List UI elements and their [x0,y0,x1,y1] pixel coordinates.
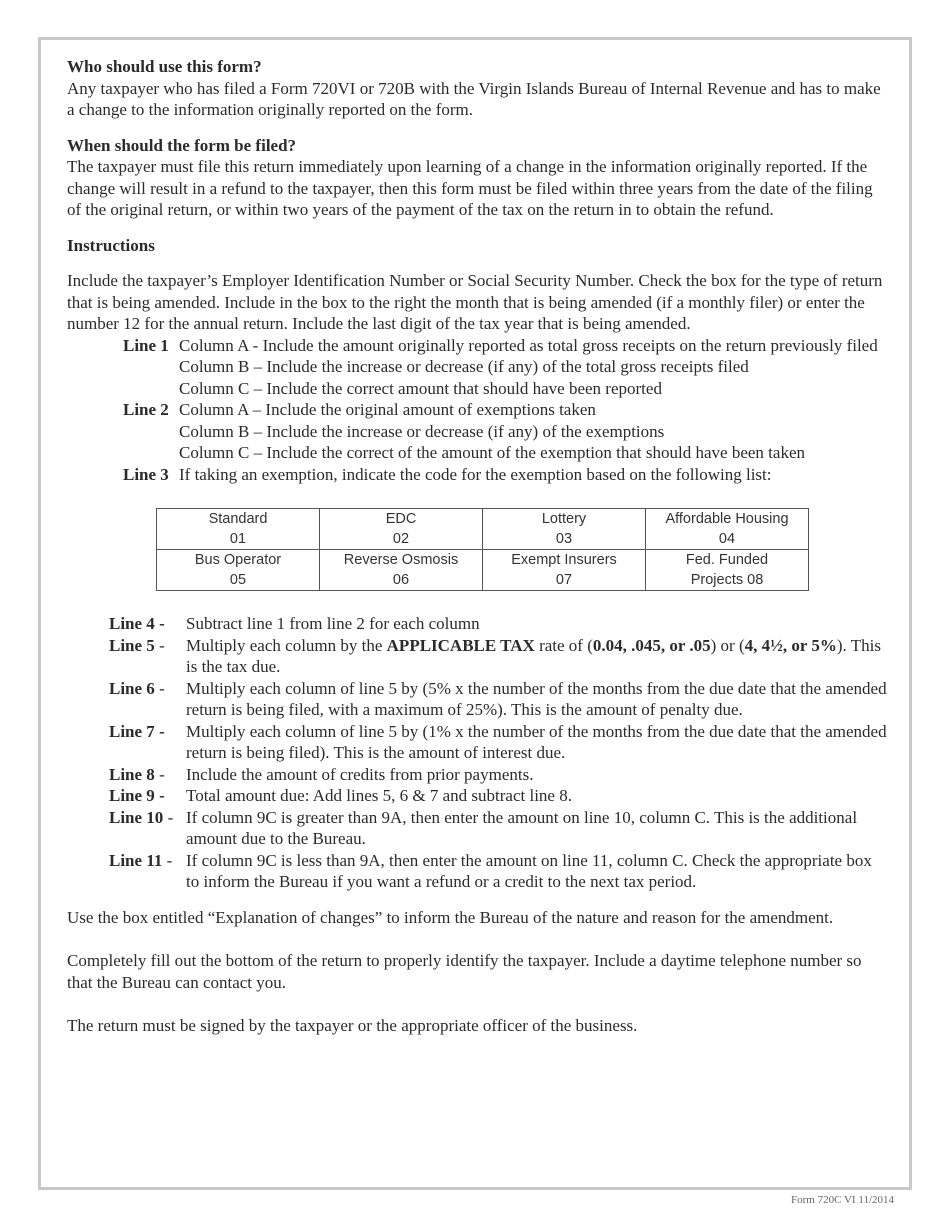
who-text: Any taxpayer who has filed a Form 720VI or 720B with the Virgin Islands Bureau of Internal Revenue and has to make a change to the information originally reported on the form. [67,78,881,119]
code-cell: Reverse Osmosis 06 [320,550,483,591]
line3-text: If taking an exemption, indicate the code for the exemption based on the following list: [179,464,772,484]
code-cell: Standard 01 [157,509,320,550]
line4-text: Subtract line 1 from line 2 for each column [186,614,480,633]
line2-label: Line 2 [123,400,169,419]
line1-label: Line 1 [123,335,169,355]
line8-row: Line 8 - Include the amount of credits from prior payments. [109,764,887,786]
line1-col-c: Column C – Include the correct amount that should have been reported [179,378,662,398]
when-text: The taxpayer must file this return immediately upon learning of a change in the information originally reported. If the change will result in a refund to the taxpayer, then this form must be filed within three years from the date of the filing of the original return, or within two years of the payment of the tax on the return in to obtain the refund. [67,157,873,219]
line2-instruction [67,399,887,421]
line9-text: Total amount due: Add lines 5, 6 & 7 and subtract line 8. [186,786,572,805]
instructions-intro: Include the taxpayer’s Employer Identification Number or Social Security Number. Check the box for the type of return that is being amended. Include in the box to the right the month that is being amended (if a monthly filer) or enter the number 12 for the annual return. Include the last digit of the tax year that is being amended. [67,271,883,333]
explanation-paragraph: Use the box entitled “Explanation of changes” to inform the Bureau of the nature and reason for the amendment. [67,907,834,927]
form-instructions [67,56,887,1037]
table-row [157,509,809,550]
line5-text: Multiply each column by the APPLICABLE TAX rate of (0.04, .045, or .05) or (4, 4½, or 5%). This is the tax due. [186,635,881,676]
line1-col-b: Column B – Include the increase or decrease (if any) of the total gross receipts filed [179,357,749,376]
line11-text: If column 9C is less than 9A, then enter the amount on line 11, column C. Check the appropriate box to inform the Bureau if you want a refund or a credit to the next tax period. [186,850,872,891]
code-cell: Exempt Insurers 07 [483,550,646,591]
line9-row: Line 9 - Total amount due: Add lines 5, 6 & 7 and subtract line 8. [109,785,887,807]
line5-row: Line 5 - Multiply each column by the APPLICABLE TAX rate of (0.04, .045, or .05) or (4, 4½, or 5%). This is the tax due. [109,635,887,678]
who-heading: Who should use this form? [67,57,262,76]
code-cell: Affordable Housing 04 [646,509,809,550]
table-row [157,550,809,591]
when-heading: When should the form be filed? [67,135,297,155]
code-cell: EDC 02 [320,509,483,550]
line10-row: Line 10 - If column 9C is greater than 9A, then enter the amount on line 10, column C. This is the additional amount due to the Bureau. [109,807,887,850]
line3-instruction [67,464,887,486]
line1-instruction [67,335,887,357]
signature-paragraph: The return must be signed by the taxpayer or the appropriate officer of the business. [67,1016,638,1035]
exemption-codes-table [156,508,809,591]
code-cell: Bus Operator 05 [157,550,320,591]
line6-text: Multiply each column of line 5 by (5% x the number of the months from the due date that the amended return is being filed, with a maximum of 25%). This is the amount of penalty due. [186,678,887,719]
identify-paragraph: Completely fill out the bottom of the return to properly identify the taxpayer. Include a daytime telephone number so that the Bureau can contact you. [67,951,862,992]
line10-text: If column 9C is greater than 9A, then enter the amount on line 10, column C. This is the additional amount due to the Bureau. [186,807,858,848]
line1-col-a: Column A - Include the amount originally reported as total gross receipts on the return previously filed [179,335,878,355]
instructions-heading: Instructions [67,235,155,255]
form-footer: Form 720C VI 11/2014 [791,1194,894,1206]
line4-row: Line 4 - Subtract line 1 from line 2 for each column [109,613,887,635]
line6-row: Line 6 - Multiply each column of line 5 by (5% x the number of the months from the due date that the amended return is being filed, with a maximum of 25%). This is the amount of penalty due. [109,678,887,719]
line7-text: Multiply each column of line 5 by (1% x the number of the months from the due date that the amended return is being filed). This is the amount of interest due. [186,721,887,762]
line2-col-b: Column B – Include the increase or decrease (if any) of the exemptions [179,421,665,441]
code-cell: Fed. Funded Projects 08 [646,550,809,591]
line3-label: Line 3 [123,464,169,484]
code-cell: Lottery 03 [483,509,646,550]
line7-row: Line 7 - Multiply each column of line 5 by (1% x the number of the months from the due date that the amended return is being filed). This is the amount of interest due. [109,721,887,762]
line2-col-c: Column C – Include the correct of the amount of the exemption that should have been taken [179,443,805,462]
line11-row: Line 11 - If column 9C is less than 9A, then enter the amount on line 11, column C. Check the appropriate box to inform the Bureau if you want a refund or a credit to the next tax period. [109,850,887,893]
line8-text: Include the amount of credits from prior payments. [186,764,534,784]
line-instructions [109,613,887,893]
line2-col-a: Column A – Include the original amount of exemptions taken [179,400,596,419]
